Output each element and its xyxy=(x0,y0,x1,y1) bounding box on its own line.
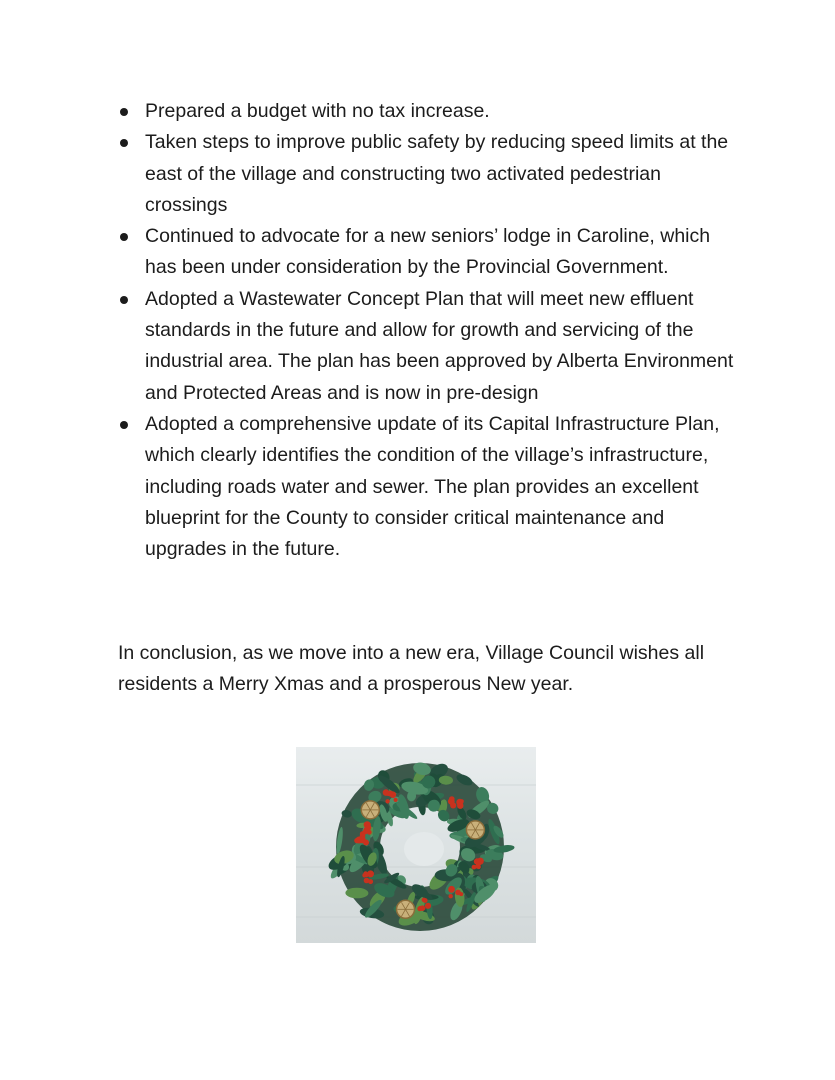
wreath-berry xyxy=(472,865,477,870)
list-item xyxy=(118,284,738,409)
conclusion-paragraph: In conclusion, as we move into a new era, Village Council wishes all residents a Merry Xmas and a prosperous New year. xyxy=(118,642,705,696)
wreath-berry xyxy=(423,898,428,903)
wreath-berry xyxy=(418,906,423,911)
accomplishments-list xyxy=(118,96,738,565)
bullet-icon xyxy=(120,296,128,304)
wreath-icon xyxy=(296,747,536,943)
wreath-berry xyxy=(367,870,374,877)
bullet-icon xyxy=(120,421,128,429)
wreath-berry xyxy=(394,798,398,802)
list-item xyxy=(118,409,738,565)
wreath-berry xyxy=(360,831,365,836)
wreath-berry xyxy=(425,903,431,909)
wreath-berry xyxy=(449,796,455,802)
list-item xyxy=(118,127,738,221)
list-item xyxy=(118,96,738,127)
wreath-berry xyxy=(366,825,372,831)
list-item-text: Adopted a Wastewater Concept Plan that will meet new effluent standards in the future and allow for growth and servicing of the industrial area. The plan has been approved by Alberta Environment and Protected Areas and is now in pre-design xyxy=(145,287,734,404)
wreath-berry xyxy=(457,803,463,809)
wreath-berry xyxy=(449,894,453,898)
wreath-berry xyxy=(476,860,482,866)
bullet-icon xyxy=(120,233,128,241)
wreath-photo xyxy=(296,747,536,943)
wreath-berry xyxy=(364,878,370,884)
wreath-berry xyxy=(390,791,397,798)
wreath-berry xyxy=(359,837,366,844)
list-item xyxy=(118,221,738,284)
wreath-berry xyxy=(385,799,389,803)
wreath-berry xyxy=(448,886,455,893)
bullet-icon xyxy=(120,108,128,116)
list-item-text: Prepared a budget with no tax increase. xyxy=(145,100,490,122)
wreath-berry xyxy=(354,838,359,843)
list-item-text: Adopted a comprehensive update of its Capital Infrastructure Plan, which clearly identifies the condition of the village’s infrastructure, including roads water and sewer. The plan provides an excellent blueprint for the County to consider critical maintenance and upgrades in the future. xyxy=(145,412,720,561)
list-item-text: Continued to advocate for a new seniors’ lodge in Caroline, which has been under consideration by the Provincial Government. xyxy=(145,225,711,279)
bullet-icon xyxy=(120,139,128,147)
wreath-berry xyxy=(450,802,456,808)
wreath-berry xyxy=(459,892,463,896)
list-item-text: Taken steps to improve public safety by reducing speed limits at the east of the village and constructing two activated pedestrian crossings xyxy=(145,131,729,216)
